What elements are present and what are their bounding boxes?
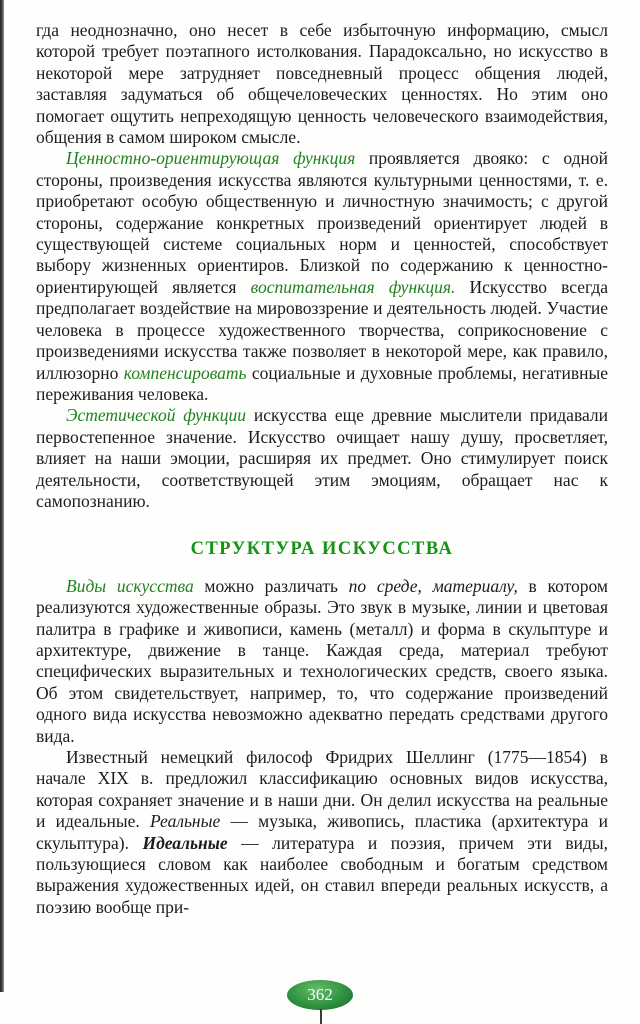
key-term: Эстетической функции	[66, 405, 247, 426]
text-segment: Известный немецкий философ Фридрих Шеллинг (1775—1854) в начале XIX в. предложил классификацию основных видов искусства, которая сохраняет значение и в наши дни. Он делил искусства на реальные и идеальные.	[36, 747, 608, 832]
text-segment: Идеальные	[142, 832, 228, 853]
text-segment: социальные и духовные проблемы, негативные переживания человека.	[36, 362, 608, 404]
scan-binding-edge	[0, 0, 4, 992]
text-segment: — литература и поэзия, причем эти виды, пользующиеся словом как наиболее свободным и богатым средством выражения художественных идей, он ставил впереди реальных искусств, а поэзию вообще при-	[36, 832, 608, 917]
paragraph	[36, 747, 608, 918]
key-term: Виды искусства	[66, 575, 194, 596]
text-segment: можно различать	[193, 575, 349, 596]
text-segment: — музыка, живопись, пластика (архитектура и скульптура).	[36, 811, 608, 853]
text-segment: Искусство всегда предполагает воздействие на мировоззрение и деятельность людей. Участие человека в процессе художественного творчества, соприкосновение с произведениями искусства также позволяет в некоторой мере, как правило, иллюзорно	[36, 276, 608, 383]
page-number-badge	[287, 980, 353, 1010]
paragraph	[36, 576, 608, 747]
paragraph	[36, 20, 608, 148]
text-segment: по среде, материалу,	[348, 575, 518, 596]
key-term: компенсировать	[123, 362, 247, 383]
text-segment: проявляется двояко: с одной стороны, произведения искусства являются культурными ценностями, т. е. приобретают особую общественную и личностную значимость; с другой стороны, содержание конкретных произведений ориентирует людей в существующей системе социальных норм и ценностей, способствует выбору жизненных ориентиров. Близкой по содержанию к ценностно-ориентирующей является	[36, 148, 608, 297]
bottom-tick-mark	[320, 1009, 322, 1024]
text-column	[36, 20, 608, 918]
paragraph	[36, 148, 608, 405]
text-segment: Реальные	[149, 811, 221, 832]
text-segment: гда неоднозначно, оно несет в себе избыточную информацию, смысл которой требует поэтапного истолкования. Парадоксально, но искусство в некоторой мере затрудняет повседневный процесс общения людей, заставляя задуматься об общечеловеческих ценностях. Но этим оно помогает ощутить непреходящую ценность человеческого взаимодействия, общения в самом широком смысле.	[36, 20, 608, 148]
key-term: Ценностно-ориентирующая функция	[66, 148, 356, 169]
text-segment: искусства еще древние мыслители придавали первостепенное значение. Искусство очищает нашу душу, просветляет, влияет на наши эмоции, расширяя их предмет. Оно стимулирует поиск деятельности, соответствующей этим эмоциям, обращает нас к самопознанию.	[36, 405, 608, 511]
section-heading: СТРУКТУРА ИСКУССТВА	[190, 539, 454, 560]
text-segment: в котором реализуются художественные образы. Это звук в музыке, линии и цветовая палитра в графике и живописи, камень (металл) и форма в скульптуре и архитектуре, движение в танце. Каждая среда, материал требуют специфических выразительных и технологических средств, своего языка. Об этом свидетельствует, например, то, что содержание произведений одного вида искусства невозможно адекватно передать средствами другого вида.	[36, 575, 609, 746]
key-term: воспитательная функция.	[250, 276, 456, 297]
paragraph	[36, 405, 608, 512]
page-number: 362	[307, 985, 333, 1004]
